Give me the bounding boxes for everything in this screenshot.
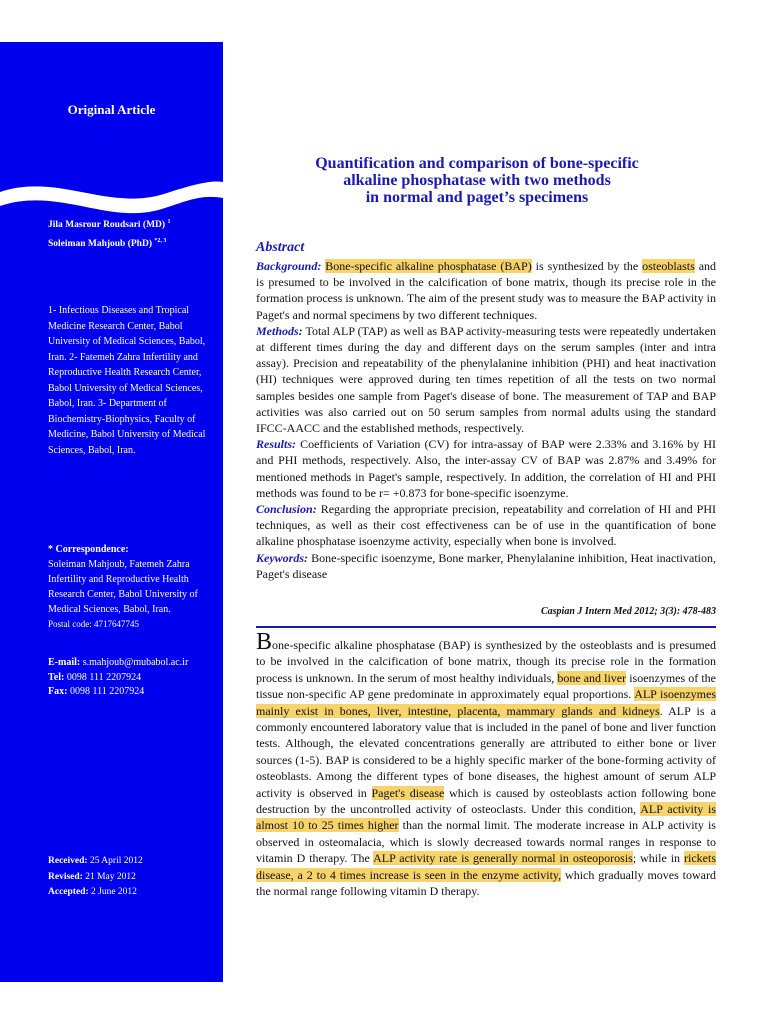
divider bbox=[256, 626, 716, 628]
accepted-date: Accepted: 2 June 2012 bbox=[48, 887, 137, 897]
email-line: E-mail: s.mahjoub@mubabol.ac.ir bbox=[48, 657, 189, 668]
correspondence bbox=[48, 542, 220, 632]
received-date: Received: 25 April 2012 bbox=[48, 856, 143, 866]
citation: Caspian J Intern Med 2012; 3(3): 478-483 bbox=[540, 606, 716, 617]
sidebar bbox=[0, 42, 223, 982]
abstract-results: Results: Coefficients of Variation (CV) for intra-assay of BAP were 2.33% and 3.16% by HI and PHI methods, respectively. Also, the inter-assay CV of BAP was 2.87% and 3.49% for mentioned methods in Paget's sample, respectively. In addition, the correlation of HI and PHI methods was found to be r= +0.873 for bone-specific isoenzyme. bbox=[256, 437, 716, 500]
fax-line: Fax: 0098 111 2207924 bbox=[48, 686, 145, 697]
revised-date: Revised: 21 May 2012 bbox=[48, 871, 136, 882]
affiliations: 1- Infectious Diseases and Tropical Medicine Research Center, Babol University of Medical Sciences, Babol, Iran. 2- Fatemeh Zahra Infertility and Reproductive Health Research Center, Babol University of Medical Sciences, Babol, Iran. 3- Department of Biochemistry-Biophysics, Faculty of Medicine, Babol University of Medical Sciences, Babol, Iran. bbox=[48, 305, 206, 456]
body-text: Bone-specific alkaline phosphatase (BAP) is synthesized by the osteoblasts and is presumed to be involved in the calcification of bone matrix, though its precise role in the formation process is unknown. In the serum of most healthy individuals, bone and liver isoenzymes of the tissue non-specific AP gene predominate in approximately equal proportions. ALP isoenzymes mainly exist in bones, liver, intestine, placenta, mammary glands and kidneys. ALP is a commonly encountered laboratory value that is included in the panel of bone and liver function tests. Although, the elevated concentrations generally are attributed to either bone or liver sources (1-5). BAP is considered to be a highly specific marker of the bone-forming activity of osteoblasts. Among the different types of bone diseases, the highest amount of serum ALP activity is observed in Paget's disease which is caused by osteoblasts action following bone destruction by the uncontrolled activity of osteoclasts. Under this condition, ALP activity is almost 10 to 25 times higher than the normal limit. The moderate increase in ALP activity is observed in osteomalacia, which is slowly decreased towards normal ranges in response to vitamin D therapy. The ALP activity rate is generally normal in osteoporosis; while in rickets disease, a 2 to 4 times increase is seen in the enzyme activity, which gradually moves toward the normal range following vitamin D therapy. bbox=[256, 629, 716, 899]
highlight: Paget's disease bbox=[371, 785, 445, 800]
abstract bbox=[256, 258, 716, 582]
abstract-background: Background: Bone-specific alkaline phosphatase (BAP) is synthesized by the osteoblasts and is presumed to be involved in the calcification of bone matrix, though its precise role in the formation process is unknown. The aim of the present study was to measure the BAP activity in Paget's and normal specimens by two different techniques. bbox=[256, 259, 717, 322]
highlight: ALP activity rate is generally normal in osteoporosis bbox=[373, 851, 633, 866]
author-2: Soleiman Mahjoub (PhD) $^{*2, 3}$ bbox=[48, 238, 167, 250]
email-link[interactable]: s.mahjoub@mubabol.ac.ir bbox=[82, 657, 189, 668]
article-type: Original Article bbox=[67, 102, 156, 117]
paper-title: Quantification and comparison of bone-specific alkaline phosphatase with two methods in normal and paget’s specimens bbox=[315, 155, 639, 206]
author-1: Jila Masrour Roudsari (MD) $^1$ bbox=[48, 219, 171, 231]
highlight: bone and liver bbox=[557, 670, 627, 685]
correspondence-text: Soleiman Mahjoub, Fatemeh Zahra Infertility and Reproductive Health Research Center, Babol University of Medical Sciences, Babol, Iran. bbox=[48, 559, 198, 615]
highlight: ALP isoenzymes mainly exist in bones, liver, intestine, placenta, mammary glands and kidneys bbox=[256, 687, 716, 718]
abstract-methods: Methods: Total ALP (TAP) as well as BAP activity-measuring tests were repeatedly undertaken at different times during the day and different days on the serum samples (inter and intra assay). Precision and repeatability of the phenylalanine inhibition (PHI) and heat inactivation (HI) techniques were approved during ten times repetition of all the tests on two normal samples besides one sample from Paget's disease of bone. The measurement of TAP and BAP activities was also carried out on 50 serum samples from normal adults using the standard IFCC-AACC and the established methods, respectively. bbox=[256, 323, 716, 436]
postal-code: Postal code: 4717647745 bbox=[48, 619, 139, 629]
highlight: ALP activity is almost 10 to 25 times higher bbox=[256, 802, 716, 833]
abstract-heading: Abstract bbox=[256, 240, 305, 255]
authors bbox=[48, 214, 170, 252]
dates bbox=[48, 854, 143, 901]
abstract-conclusion: Conclusion: Regarding the appropriate precision, repeatability and correlation of HI and PHI techniques, as well as their cost effectiveness can be of use in the quantification of bone alkaline phosphatase isoenzyme activity, especially when bone is involved. bbox=[256, 502, 716, 549]
correspondence-heading: * Correspondence: bbox=[48, 544, 129, 555]
highlight: rickets disease, a 2 to 4 times increase is seen in the enzyme activity, bbox=[256, 851, 716, 882]
tel-line: Tel: 0098 111 2207924 bbox=[48, 671, 142, 683]
contact-info bbox=[48, 656, 188, 700]
dropcap: B bbox=[256, 629, 273, 655]
abstract-keywords: Keywords: Bone-specific isoenzyme, Bone marker, Phenylalanine inhibition, Heat inactivation, Paget's disease bbox=[256, 550, 716, 581]
